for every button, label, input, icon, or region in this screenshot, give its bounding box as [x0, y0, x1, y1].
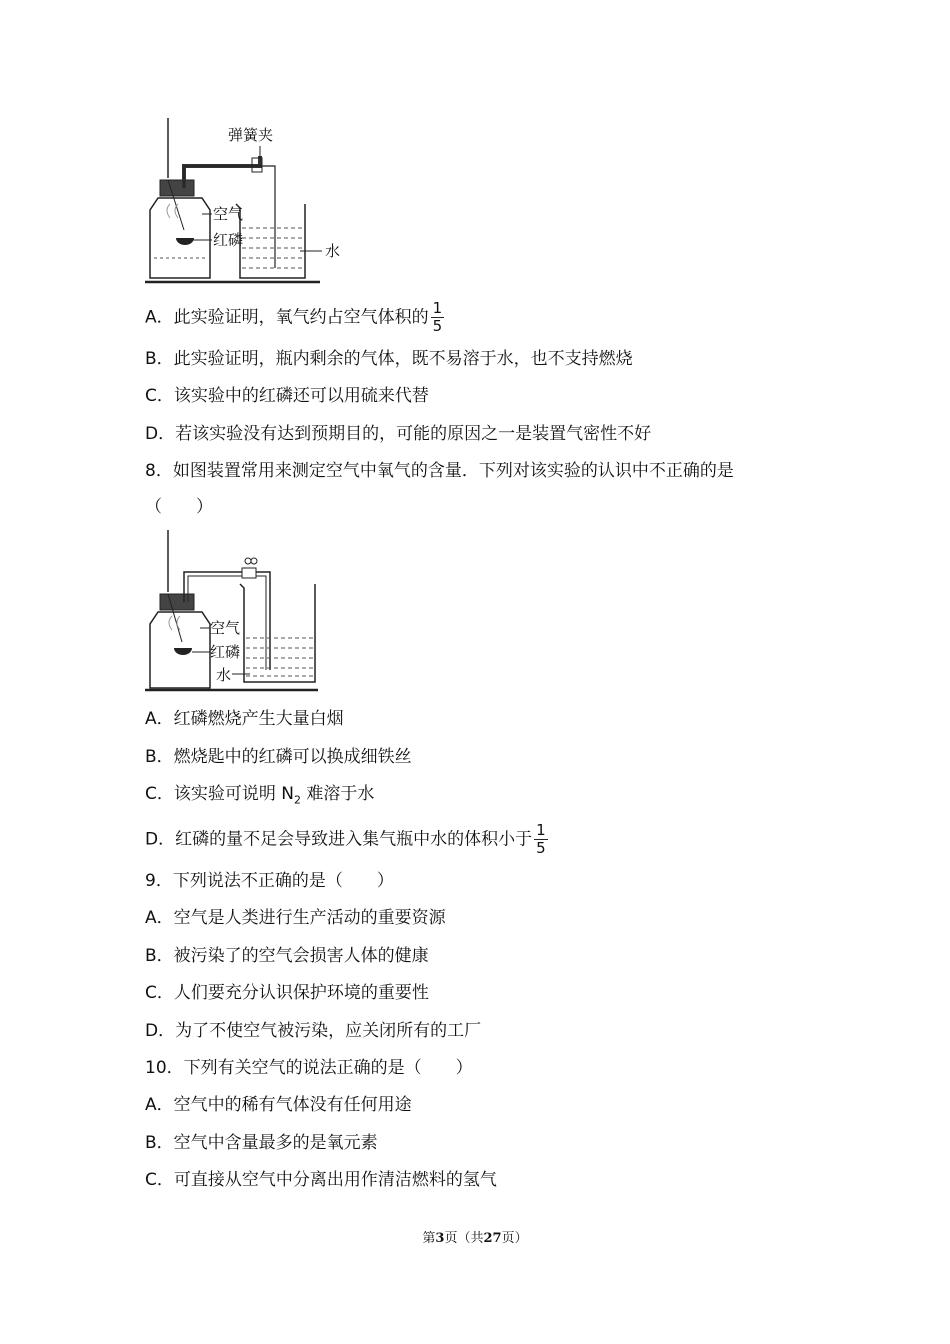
q8-option-a: A．红磷燃烧产生大量白烟	[145, 709, 344, 729]
q10-option-a: A．空气中的稀有气体没有任何用途	[145, 1095, 412, 1115]
label-water: 水	[325, 242, 341, 260]
label-phosphorus: 红磷	[210, 643, 241, 661]
label-air: 空气	[213, 205, 244, 223]
total-pages: 27	[483, 1231, 502, 1246]
q7-option-d: D．若该实验没有达到预期目的，可能的原因之一是装置气密性不好	[145, 424, 652, 444]
q7-option-b: B．此实验证明，瓶内剩余的气体，既不易溶于水，也不支持燃烧	[145, 349, 633, 369]
label-clip: 弹簧夹	[228, 126, 274, 144]
apparatus-figure-2	[140, 530, 330, 695]
q8-option-c: C．该实验可说明 $N_2$ 难溶于水	[145, 784, 375, 807]
q8-stem: 8．如图装置常用来测定空气中氧气的含量．下列对该实验的认识中不正确的是	[145, 461, 734, 481]
q8-paren: （ ）	[145, 497, 213, 517]
q8-option-b: B．燃烧匙中的红磷可以换成细铁丝	[145, 747, 412, 767]
q9-option-b: B．被污染了的空气会损害人体的健康	[145, 946, 429, 966]
q10-option-c: C．可直接从空气中分离出用作清洁燃料的氢气	[145, 1170, 497, 1190]
q10-option-b: B．空气中含量最多的是氧元素	[145, 1133, 378, 1153]
label-air: 空气	[210, 619, 241, 637]
q10-stem: 10．下列有关空气的说法正确的是（ ）	[145, 1058, 473, 1078]
q8-option-d: D．红磷的量不足会导致进入集气瓶中水的体积小于 $\frac{1}{5}$	[145, 821, 546, 857]
apparatus-figure-1	[140, 118, 350, 288]
label-water: 水	[216, 666, 232, 684]
fraction: $\frac{1}{5}$	[536, 821, 546, 857]
page-footer: 第3页（共27页）	[422, 1231, 528, 1246]
q9-option-d: D．为了不使空气被污染，应关闭所有的工厂	[145, 1021, 482, 1041]
label-phosphorus: 红磷	[213, 231, 244, 249]
q9-stem: 9．下列说法不正确的是（ ）	[145, 871, 394, 891]
q7-option-a: A．此实验证明，氧气约占空气体积的 $\frac{1}{5}$	[145, 299, 443, 335]
q9-option-c: C．人们要充分认识保护环境的重要性	[145, 983, 429, 1003]
page-number: 3	[435, 1231, 445, 1246]
q9-option-a: A．空气是人类进行生产活动的重要资源	[145, 908, 446, 928]
q7-option-c: C．该实验中的红磷还可以用硫来代替	[145, 386, 429, 406]
fraction: $\frac{1}{5}$	[432, 299, 443, 335]
